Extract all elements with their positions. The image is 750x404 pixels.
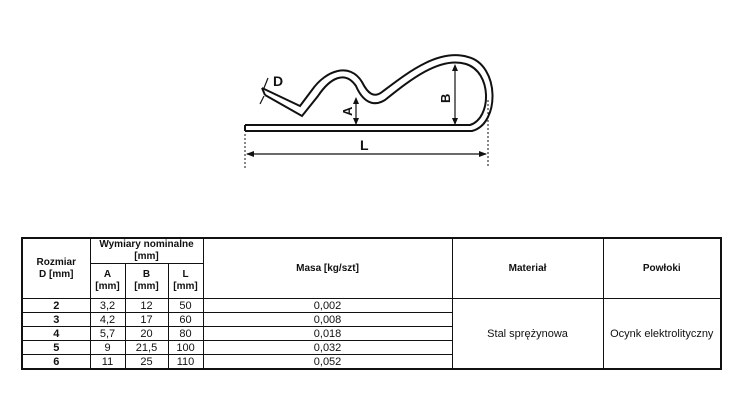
a-label: A (340, 106, 355, 116)
table-row (22, 299, 721, 313)
b-label: B (438, 93, 453, 103)
cell-l: 50 (168, 299, 203, 313)
cell-b: 21,5 (125, 341, 168, 355)
cell-l: 100 (168, 341, 203, 355)
cell-b: 17 (125, 313, 168, 327)
cell-mass: 0,032 (203, 341, 452, 355)
header-b: B [mm] (125, 264, 168, 299)
header-l: L [mm] (168, 264, 203, 299)
cell-l: 80 (168, 327, 203, 341)
header-coating: Powłoki (603, 238, 721, 299)
cell-b: 20 (125, 327, 168, 341)
d-arrow-top (264, 78, 268, 88)
cell-size: 3 (22, 313, 90, 327)
header-a: A [mm] (90, 264, 125, 299)
cell-size: 2 (22, 299, 90, 313)
header-material: Materiał (452, 238, 603, 299)
cell-a: 9 (90, 341, 125, 355)
cell-size: 5 (22, 341, 90, 355)
cell-b: 25 (125, 355, 168, 370)
header-size: Rozmiar D [mm] (22, 238, 90, 299)
spec-table (21, 237, 722, 370)
cell-l: 110 (168, 355, 203, 370)
cell-mass: 0,018 (203, 327, 452, 341)
cell-size: 6 (22, 355, 90, 370)
header-nominal: Wymiary nominalne [mm] (90, 238, 203, 264)
cell-coating: Ocynk elektrolityczny (603, 299, 721, 370)
cell-a: 11 (90, 355, 125, 370)
cell-a: 5,7 (90, 327, 125, 341)
cell-a: 3,2 (90, 299, 125, 313)
cell-a: 4,2 (90, 313, 125, 327)
cell-mass: 0,052 (203, 355, 452, 370)
cell-b: 12 (125, 299, 168, 313)
cell-mass: 0,008 (203, 313, 452, 327)
cell-mass: 0,002 (203, 299, 452, 313)
cell-material: Stal sprężynowa (452, 299, 603, 370)
cell-size: 4 (22, 327, 90, 341)
l-label: L (360, 137, 369, 153)
d-label: D (273, 73, 284, 89)
cell-l: 60 (168, 313, 203, 327)
header-mass: Masa [kg/szt] (203, 238, 452, 299)
